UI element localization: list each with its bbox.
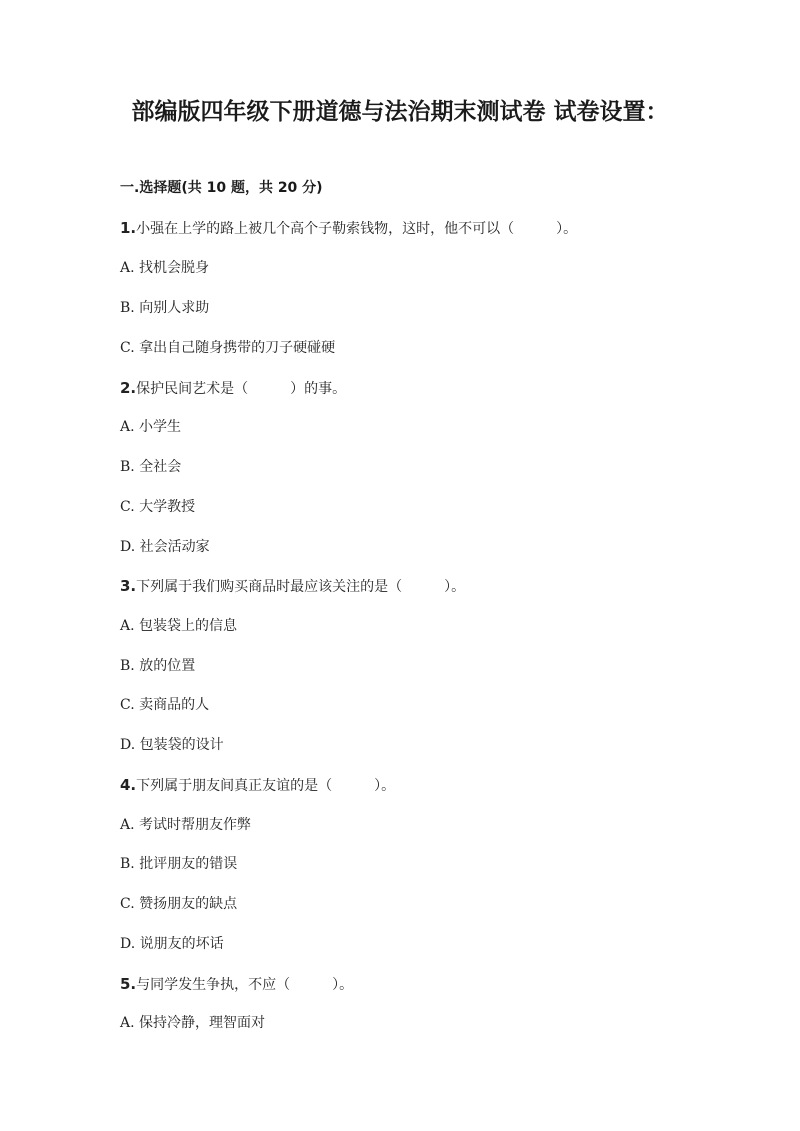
question-4 <box>120 773 395 798</box>
page-title: 部编版四年级下册道德与法治期末测试卷 试卷设置： <box>131 99 669 125</box>
option-item: D. 包装袋的设计 <box>120 737 224 753</box>
option-item: A. 包装袋上的信息 <box>120 618 238 634</box>
option-item: C. 大学教授 <box>120 499 196 515</box>
option-item: B. 全社会 <box>120 459 182 475</box>
question-number: 2. <box>120 379 137 397</box>
option-item: A. 考试时帮朋友作弊 <box>120 817 252 833</box>
option-item: D. 社会活动家 <box>120 539 210 555</box>
option-item: B. 放的位置 <box>120 658 196 674</box>
question-stem: 保护民间艺术是（ ）的事。 <box>136 381 347 397</box>
question-5 <box>120 972 353 997</box>
option-item: D. 说朋友的坏话 <box>120 936 224 952</box>
option-item: A. 小学生 <box>120 419 182 435</box>
question-stem: 下列属于我们购买商品时最应该关注的是（ ）。 <box>136 579 466 595</box>
option-item: A. 找机会脱身 <box>120 260 210 276</box>
question-number: 5. <box>120 975 137 993</box>
question-3 <box>120 574 465 599</box>
question-stem: 下列属于朋友间真正友谊的是（ ）。 <box>136 778 396 794</box>
question-number: 4. <box>120 776 137 794</box>
option-item: B. 批评朋友的错误 <box>120 856 238 872</box>
option-item: A. 保持冷静，理智面对 <box>120 1015 266 1031</box>
section-header: 一.选择题(共 10 题，共 20 分) <box>120 180 323 196</box>
option-item: B. 向别人求助 <box>120 300 210 316</box>
question-2 <box>120 376 346 401</box>
option-item: C. 赞扬朋友的缺点 <box>120 896 238 912</box>
question-1 <box>120 216 577 241</box>
option-item: C. 拿出自己随身携带的刀子硬碰硬 <box>120 340 336 356</box>
question-number: 1. <box>120 219 137 237</box>
question-stem: 小强在上学的路上被几个高个子勒索钱物，这时，他不可以（ ）。 <box>136 221 578 237</box>
question-number: 3. <box>120 577 137 595</box>
question-stem: 与同学发生争执，不应（ ）。 <box>136 977 354 993</box>
option-item: C. 卖商品的人 <box>120 697 210 713</box>
